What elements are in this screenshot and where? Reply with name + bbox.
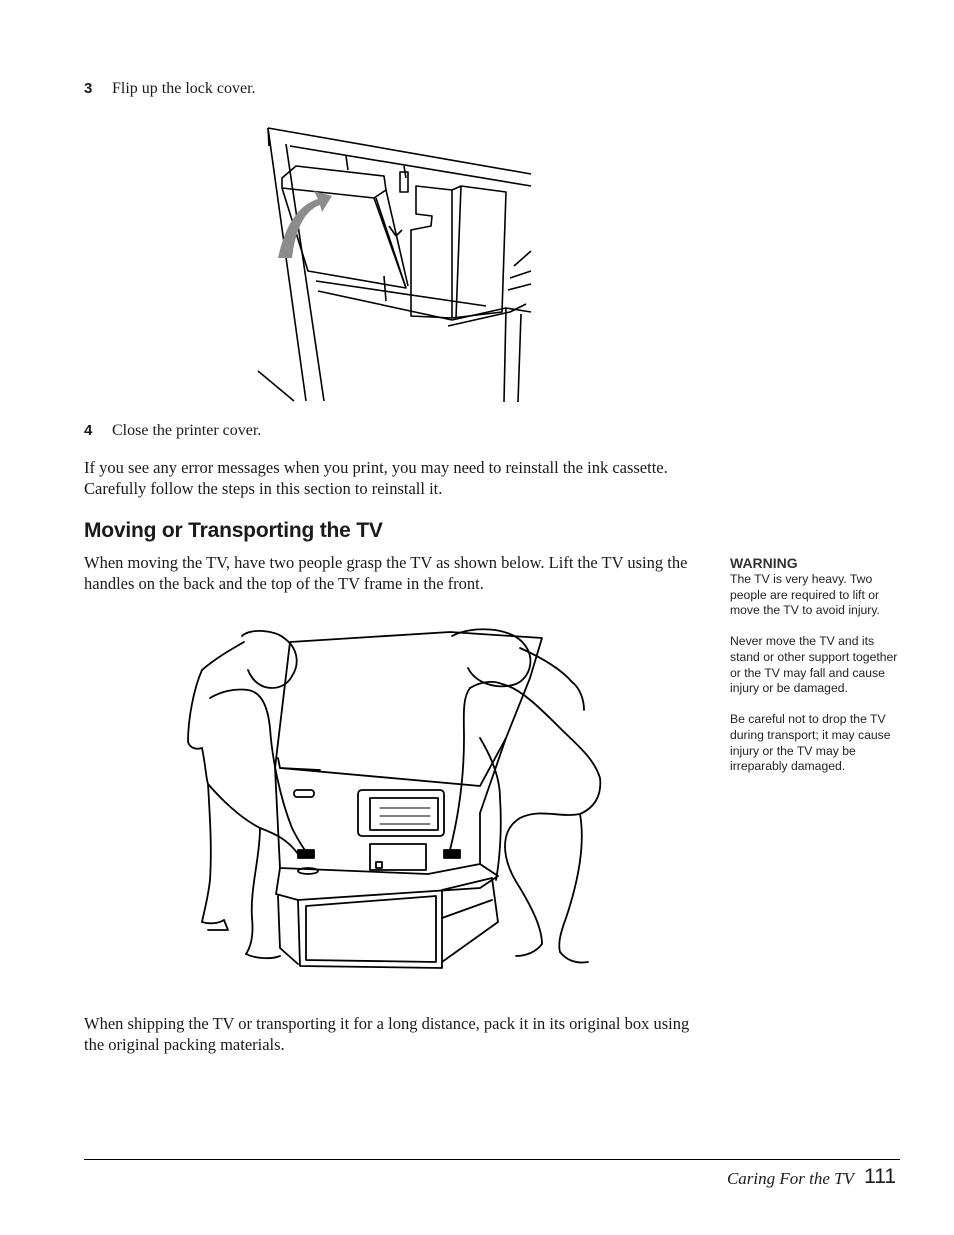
reinstall-paragraph (84, 457, 704, 499)
moving-line-2: handles on the back and the top of the TV frame in the front. (84, 574, 484, 593)
step-4-number: 4 (84, 422, 93, 439)
reinstall-line-1: If you see any error messages when you print, you may need to reinstall the ink cassette. (84, 458, 668, 477)
footer-rule (84, 1159, 900, 1160)
section-heading: Moving or Transporting the TV (84, 519, 383, 542)
warning-item: Be careful not to drop the TV during transport; it may cause injury or the TV may be irreparably damaged. (730, 712, 891, 774)
lock-cover-illustration (256, 126, 534, 404)
step-3-text: Flip up the lock cover. (112, 80, 256, 97)
moving-line-1: When moving the TV, have two people grasp the TV as shown below. Lift the TV using the (84, 553, 688, 572)
moving-paragraph (84, 552, 704, 594)
reinstall-line-2: Carefully follow the steps in this section to reinstall it. (84, 479, 443, 498)
shipping-paragraph (84, 1013, 704, 1055)
page-number: 111 (864, 1165, 896, 1188)
warning-item: Never move the TV and its stand or other support together or the TV may fall and cause injury or be damaged. (730, 634, 898, 696)
warning-box (730, 555, 900, 790)
step-4-text: Close the printer cover. (112, 422, 262, 439)
shipping-line-1: When shipping the TV or transporting it for a long distance, pack it in its original box using (84, 1014, 690, 1033)
warning-title: WARNING (730, 555, 798, 571)
step-3-number: 3 (84, 80, 93, 97)
footer-chapter-title: Caring For the TV (726, 1169, 854, 1188)
shipping-line-2: the original packing materials. (84, 1035, 285, 1054)
warning-item: The TV is very heavy. Two people are required to lift or move the TV to avoid injury. (730, 572, 880, 618)
two-people-lifting-tv-illustration (180, 618, 610, 990)
